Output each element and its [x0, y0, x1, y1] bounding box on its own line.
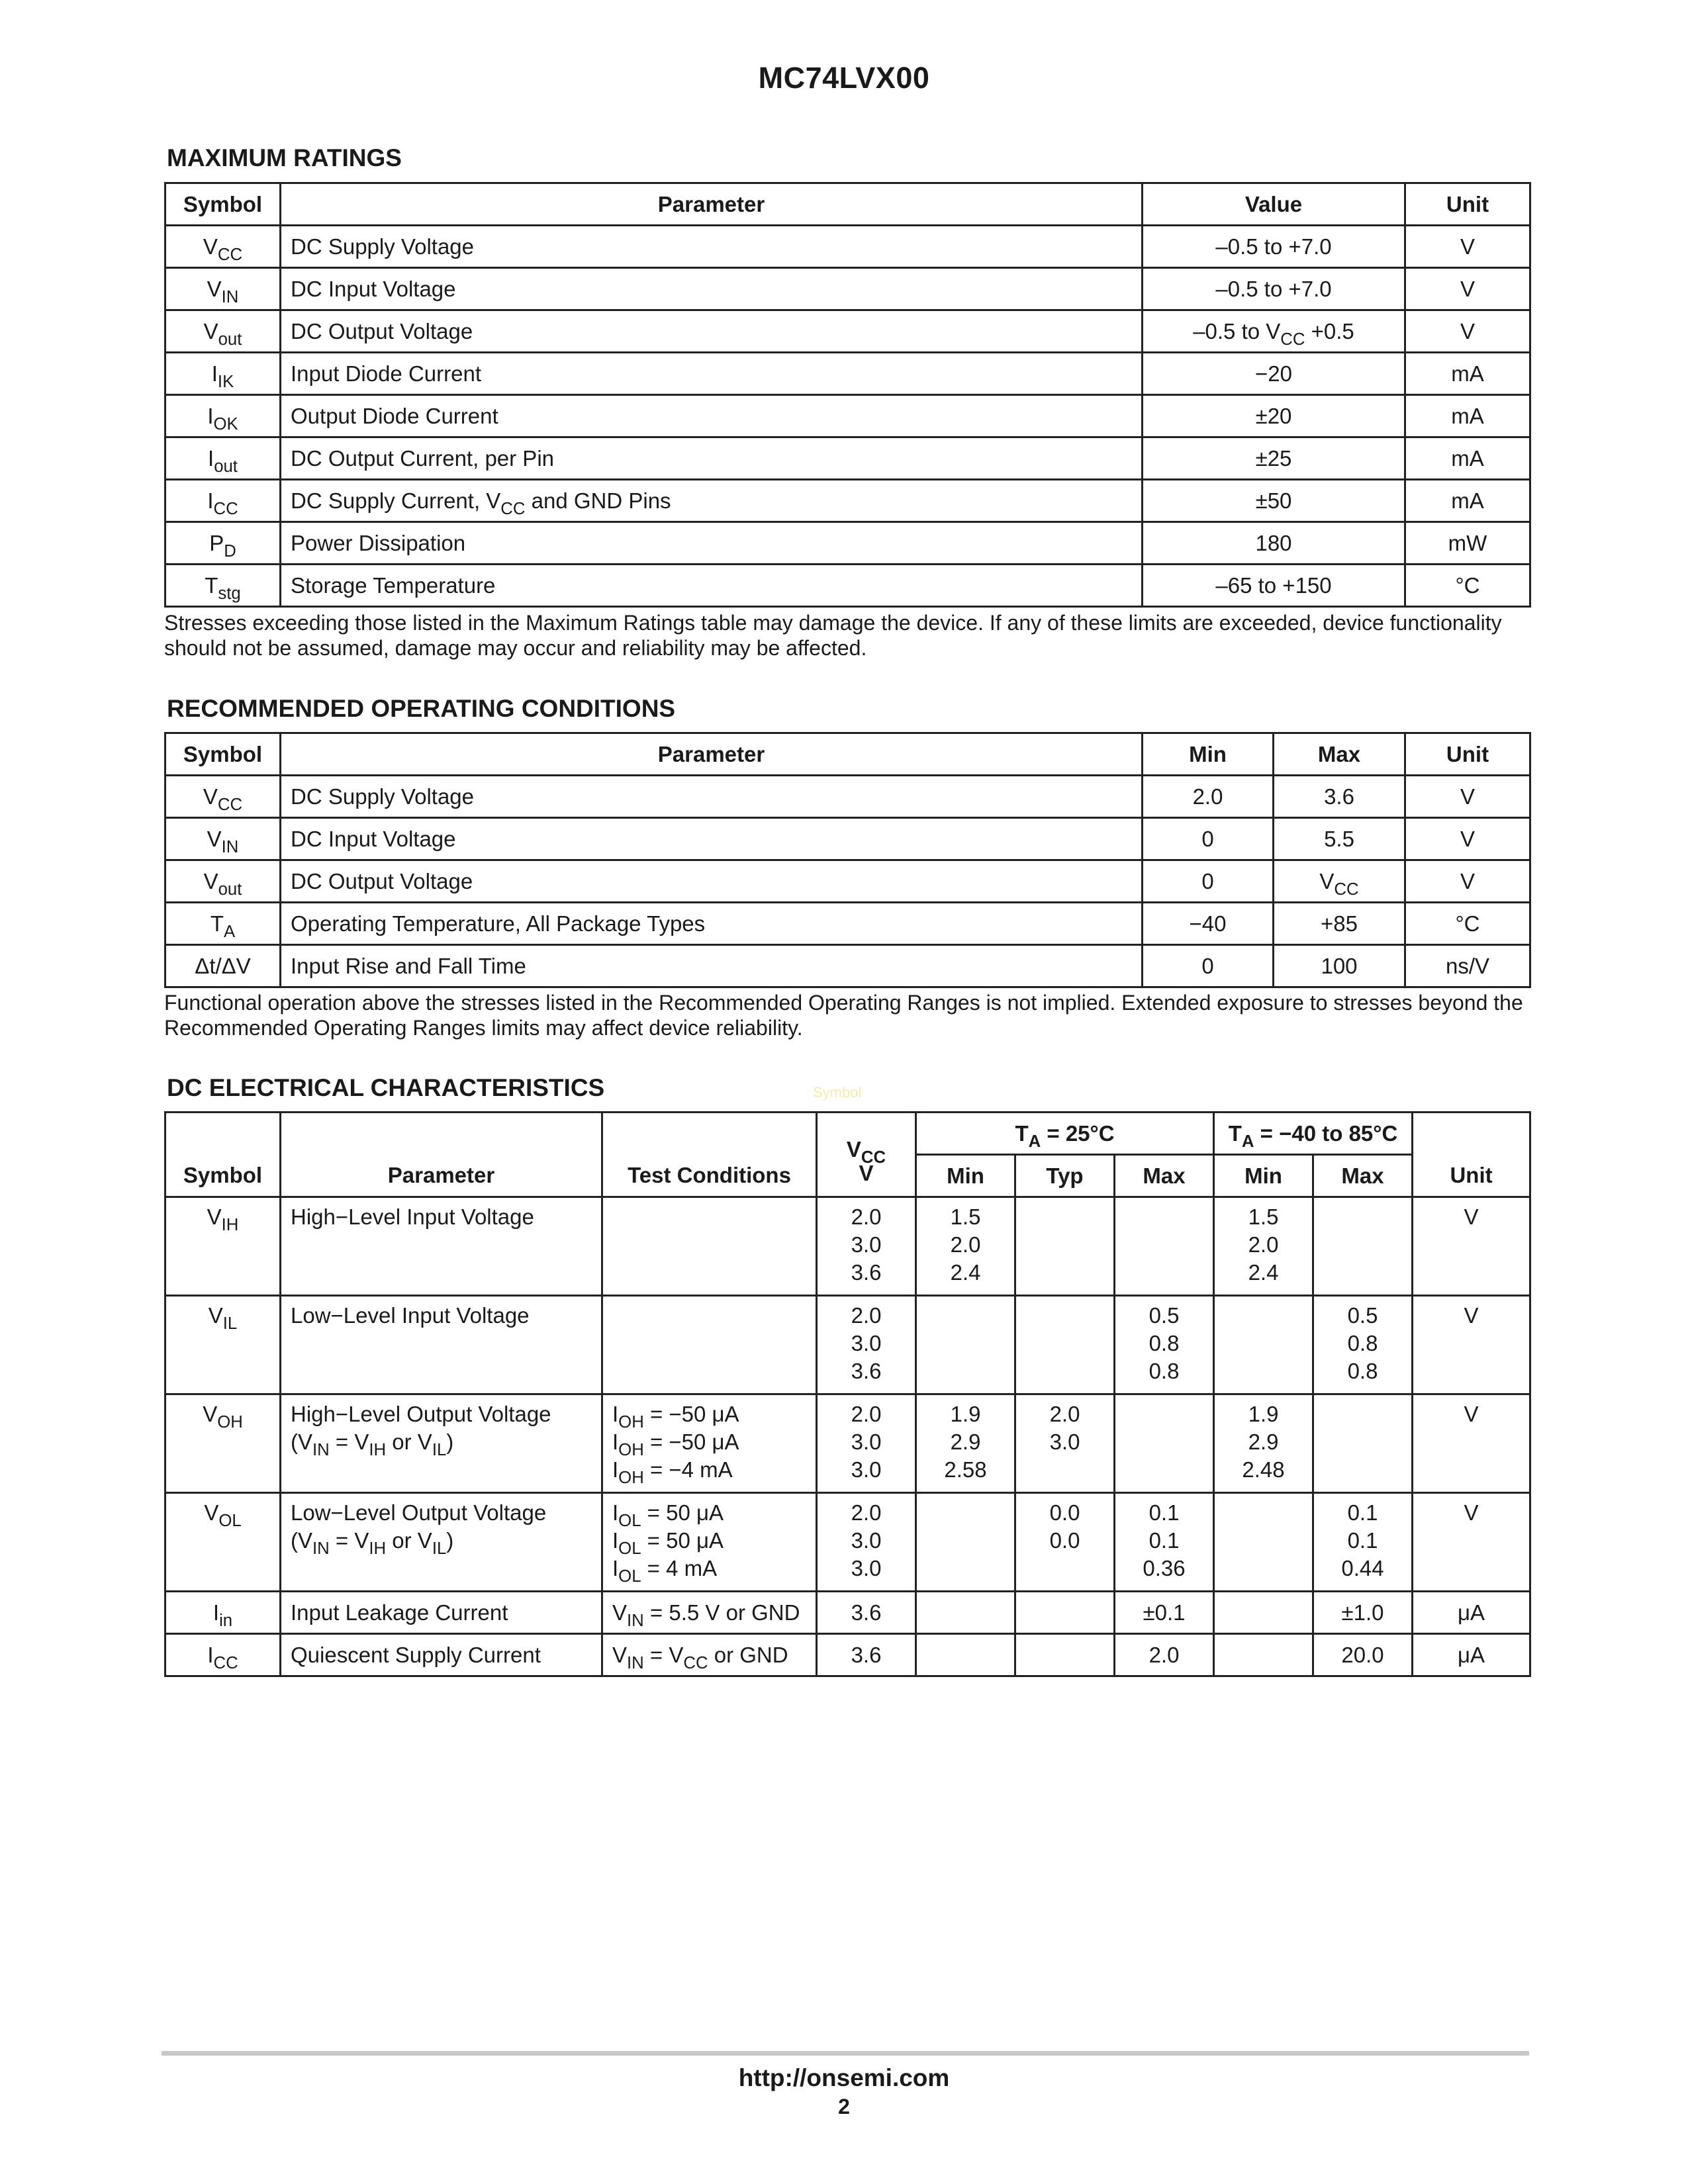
- column-header: Symbol: [165, 733, 281, 776]
- symbol-cell: $I_{out}$: [165, 437, 281, 480]
- symbol-cell: Δt/ΔV: [165, 945, 281, 987]
- parameter-cell: DC Output Current, per Pin: [281, 437, 1143, 480]
- column-header: Max: [1274, 733, 1405, 776]
- test-cell: [602, 1296, 817, 1394]
- typ25-cell: 0.0 0.0: [1015, 1493, 1115, 1592]
- typ25-cell: [1015, 1634, 1115, 1676]
- unit-cell: V: [1413, 1296, 1530, 1394]
- symbol-cell: $V_{CC}$: [165, 776, 281, 818]
- min-cell: 2.0: [1143, 776, 1274, 818]
- typ25-cell: [1015, 1296, 1115, 1394]
- parameter-cell: Operating Temperature, All Package Types: [281, 903, 1143, 945]
- min25-cell: 1.9 2.9 2.58: [916, 1394, 1015, 1493]
- min85-cell: [1214, 1296, 1313, 1394]
- parameter-cell: DC Supply Voltage: [281, 226, 1143, 268]
- symbol-cell: $I_{CC}$: [165, 1634, 281, 1676]
- column-header: Symbol: [165, 1113, 281, 1197]
- unit-cell: V: [1405, 310, 1530, 353]
- rec-op-title: RECOMMENDED OPERATING CONDITIONS: [167, 695, 676, 722]
- unit-cell: V: [1405, 776, 1530, 818]
- vcc-cell: 2.0 3.0 3.6: [817, 1296, 916, 1394]
- min85-cell: [1214, 1493, 1313, 1592]
- symbol-cell: $I_{IK}$: [165, 353, 281, 395]
- symbol-cell: $I_{CC}$: [165, 480, 281, 522]
- vcc-cell: 3.6: [817, 1634, 916, 1676]
- symbol-cell: $T_{stg}$: [165, 565, 281, 607]
- symbol-cell: $V_{out}$: [165, 860, 281, 903]
- min-cell: −40: [1143, 903, 1274, 945]
- table-row: [165, 1634, 1530, 1676]
- table-header-row: [165, 733, 1530, 776]
- value-cell: ±20: [1143, 395, 1405, 437]
- table-row: [165, 1493, 1530, 1592]
- min-cell: 0: [1143, 860, 1274, 903]
- table-row: [165, 353, 1530, 395]
- column-header: Min: [1214, 1155, 1313, 1197]
- min85-cell: [1214, 1634, 1313, 1676]
- max25-cell: 0.1 0.1 0.36: [1115, 1493, 1214, 1592]
- typ25-cell: [1015, 1592, 1115, 1634]
- parameter-cell: Low−Level Output Voltage ($V_{IN} = V_{IH}$ or $V_{IL}$): [281, 1493, 602, 1592]
- column-header: Min: [1143, 733, 1274, 776]
- column-header: Parameter: [281, 183, 1143, 226]
- max-ratings-title: MAXIMUM RATINGS: [167, 144, 402, 171]
- column-header-vcc: $V_{CC}$ V: [817, 1113, 916, 1197]
- column-header: Parameter: [281, 1113, 602, 1197]
- min85-cell: [1214, 1592, 1313, 1634]
- unit-cell: V: [1413, 1394, 1530, 1493]
- parameter-cell: DC Input Voltage: [281, 818, 1143, 860]
- dc-table: [164, 1111, 1531, 1677]
- column-header: Symbol: [165, 183, 281, 226]
- value-cell: –0.5 to $V_{CC} +0.5$: [1143, 310, 1405, 353]
- unit-cell: V: [1405, 226, 1530, 268]
- unit-cell: °C: [1405, 565, 1530, 607]
- max-cell: 100: [1274, 945, 1405, 987]
- parameter-cell: Quiescent Supply Current: [281, 1634, 602, 1676]
- unit-cell: mA: [1405, 437, 1530, 480]
- unit-cell: μA: [1413, 1592, 1530, 1634]
- parameter-cell: Input Diode Current: [281, 353, 1143, 395]
- max-cell: 5.5: [1274, 818, 1405, 860]
- symbol-cell: $T_A$: [165, 903, 281, 945]
- max85-cell: 0.1 0.1 0.44: [1313, 1493, 1413, 1592]
- parameter-cell: Low−Level Input Voltage: [281, 1296, 602, 1394]
- table-row: [165, 268, 1530, 310]
- unit-cell: mA: [1405, 395, 1530, 437]
- table-row: [165, 860, 1530, 903]
- table-row: [165, 776, 1530, 818]
- max85-cell: [1313, 1197, 1413, 1296]
- unit-cell: °C: [1405, 903, 1530, 945]
- footer-url-link[interactable]: http://onsemi.com: [738, 2064, 950, 2091]
- table-row: [165, 1296, 1530, 1394]
- column-header: Max: [1115, 1155, 1214, 1197]
- unit-cell: V: [1413, 1493, 1530, 1592]
- typ25-cell: [1015, 1197, 1115, 1296]
- parameter-cell: Output Diode Current: [281, 395, 1143, 437]
- vcc-cell: 3.6: [817, 1592, 916, 1634]
- rec-op-note: Functional operation above the stresses listed in the Recommended Operating Ranges is not implied. Extended exposure to stresses beyond the Recommended Operating Ranges limits may affect device reliability.: [164, 991, 1523, 1040]
- table-row: [165, 903, 1530, 945]
- test-cell: $I_{OH} = -50$ μA $I_{OH} = -50$ μA $I_{OH} = -4$ mA: [602, 1394, 817, 1493]
- max25-cell: 0.5 0.8 0.8: [1115, 1296, 1214, 1394]
- max-ratings-table: [164, 182, 1531, 608]
- value-cell: ±25: [1143, 437, 1405, 480]
- min25-cell: [916, 1592, 1015, 1634]
- parameter-cell: Input Rise and Fall Time: [281, 945, 1143, 987]
- symbol-cell: $V_{IN}$: [165, 818, 281, 860]
- unit-cell: V: [1405, 268, 1530, 310]
- symbol-cell: $V_{OH}$: [165, 1394, 281, 1493]
- test-cell: $I_{OL} = 50$ μA $I_{OL} = 50$ μA $I_{OL} = 4$ mA: [602, 1493, 817, 1592]
- typ25-cell: 2.0 3.0: [1015, 1394, 1115, 1493]
- unit-cell: V: [1405, 818, 1530, 860]
- symbol-cell: $I_{in}$: [165, 1592, 281, 1634]
- value-cell: ±50: [1143, 480, 1405, 522]
- symbol-cell: $V_{out}$: [165, 310, 281, 353]
- table-header-row: [165, 1113, 1530, 1155]
- column-header: Test Conditions: [602, 1113, 817, 1197]
- value-cell: 180: [1143, 522, 1405, 565]
- symbol-cell: $V_{IH}$: [165, 1197, 281, 1296]
- table-header-row: [165, 183, 1530, 226]
- test-cell: $V_{IN} = V_{CC}$ or GND: [602, 1634, 817, 1676]
- unit-cell: mW: [1405, 522, 1530, 565]
- min25-cell: 1.5 2.0 2.4: [916, 1197, 1015, 1296]
- table-row: [165, 226, 1530, 268]
- unit-cell: V: [1413, 1197, 1530, 1296]
- min85-cell: 1.5 2.0 2.4: [1214, 1197, 1313, 1296]
- parameter-cell: Power Dissipation: [281, 522, 1143, 565]
- symbol-cell: $V_{IL}$: [165, 1296, 281, 1394]
- parameter-cell: DC Supply Current, $V_{CC}$ and GND Pins: [281, 480, 1143, 522]
- page-title: MC74LVX00: [758, 61, 930, 95]
- table-row: [165, 310, 1530, 353]
- symbol-cell: $I_{OK}$: [165, 395, 281, 437]
- parameter-cell: Input Leakage Current: [281, 1592, 602, 1634]
- table-row: [165, 395, 1530, 437]
- min-cell: 0: [1143, 818, 1274, 860]
- value-cell: –65 to +150: [1143, 565, 1405, 607]
- value-cell: −20: [1143, 353, 1405, 395]
- column-header: Unit: [1413, 1113, 1530, 1197]
- unit-cell: mA: [1405, 353, 1530, 395]
- vcc-cell: 2.0 3.0 3.0: [817, 1493, 916, 1592]
- column-header: Unit: [1405, 733, 1530, 776]
- max25-cell: 2.0: [1115, 1634, 1214, 1676]
- table-row: [165, 818, 1530, 860]
- unit-cell: V: [1405, 860, 1530, 903]
- footer-divider: [162, 2051, 1529, 2056]
- column-header: Unit: [1405, 183, 1530, 226]
- value-cell: –0.5 to +7.0: [1143, 226, 1405, 268]
- unit-cell: μA: [1413, 1634, 1530, 1676]
- test-cell: $V_{IN} = 5.5$ V or GND: [602, 1592, 817, 1634]
- table-row: [165, 1592, 1530, 1634]
- column-header: Min: [916, 1155, 1015, 1197]
- symbol-cell: $V_{CC}$: [165, 226, 281, 268]
- parameter-cell: DC Input Voltage: [281, 268, 1143, 310]
- vcc-cell: 2.0 3.0 3.0: [817, 1394, 916, 1493]
- parameter-cell: High−Level Input Voltage: [281, 1197, 602, 1296]
- min85-cell: 1.9 2.9 2.48: [1214, 1394, 1313, 1493]
- parameter-cell: DC Output Voltage: [281, 310, 1143, 353]
- max85-cell: 20.0: [1313, 1634, 1413, 1676]
- test-cell: [602, 1197, 817, 1296]
- table-row: [165, 522, 1530, 565]
- symbol-cell: $V_{IN}$: [165, 268, 281, 310]
- parameter-cell: DC Output Voltage: [281, 860, 1143, 903]
- vcc-cell: 2.0 3.0 3.6: [817, 1197, 916, 1296]
- max25-cell: ±0.1: [1115, 1592, 1214, 1634]
- rec-op-table: [164, 732, 1531, 988]
- min25-cell: [916, 1493, 1015, 1592]
- table-row: [165, 1197, 1530, 1296]
- column-group-ta25: $T_A = 25^\circ C$: [916, 1113, 1214, 1155]
- parameter-cell: DC Supply Voltage: [281, 776, 1143, 818]
- unit-cell: ns/V: [1405, 945, 1530, 987]
- max25-cell: [1115, 1394, 1214, 1493]
- table-row: [165, 480, 1530, 522]
- dc-title: DC ELECTRICAL CHARACTERISTICS: [167, 1074, 605, 1101]
- page-number: 2: [838, 2095, 850, 2118]
- table-row: [165, 945, 1530, 987]
- column-header: Value: [1143, 183, 1405, 226]
- max85-cell: 0.5 0.8 0.8: [1313, 1296, 1413, 1394]
- max-cell: +85: [1274, 903, 1405, 945]
- max-cell: $V_{CC}$: [1274, 860, 1405, 903]
- column-header: Max: [1313, 1155, 1413, 1197]
- column-group-ta85: $T_A = -40$ to 85°C: [1214, 1113, 1413, 1155]
- max25-cell: [1115, 1197, 1214, 1296]
- value-cell: –0.5 to +7.0: [1143, 268, 1405, 310]
- table-row: [165, 437, 1530, 480]
- min25-cell: [916, 1296, 1015, 1394]
- max-ratings-note: Stresses exceeding those listed in the Maximum Ratings table may damage the device. If any of these limits are exceeded, device functionality should not be assumed, damage may occur and reliability may be affected.: [164, 611, 1502, 660]
- max-cell: 3.6: [1274, 776, 1405, 818]
- table-row: [165, 1394, 1530, 1493]
- symbol-cell: $P_D$: [165, 522, 281, 565]
- column-header: Parameter: [281, 733, 1143, 776]
- min25-cell: [916, 1634, 1015, 1676]
- symbol-cell: $V_{OL}$: [165, 1493, 281, 1592]
- parameter-cell: High−Level Output Voltage ($V_{IN} = V_{IH}$ or $V_{IL}$): [281, 1394, 602, 1493]
- column-header: Typ: [1015, 1155, 1115, 1197]
- max85-cell: ±1.0: [1313, 1592, 1413, 1634]
- table-row: [165, 565, 1530, 607]
- min-cell: 0: [1143, 945, 1274, 987]
- parameter-cell: Storage Temperature: [281, 565, 1143, 607]
- unit-cell: mA: [1405, 480, 1530, 522]
- ghost-label: Symbol: [813, 1084, 862, 1101]
- max85-cell: [1313, 1394, 1413, 1493]
